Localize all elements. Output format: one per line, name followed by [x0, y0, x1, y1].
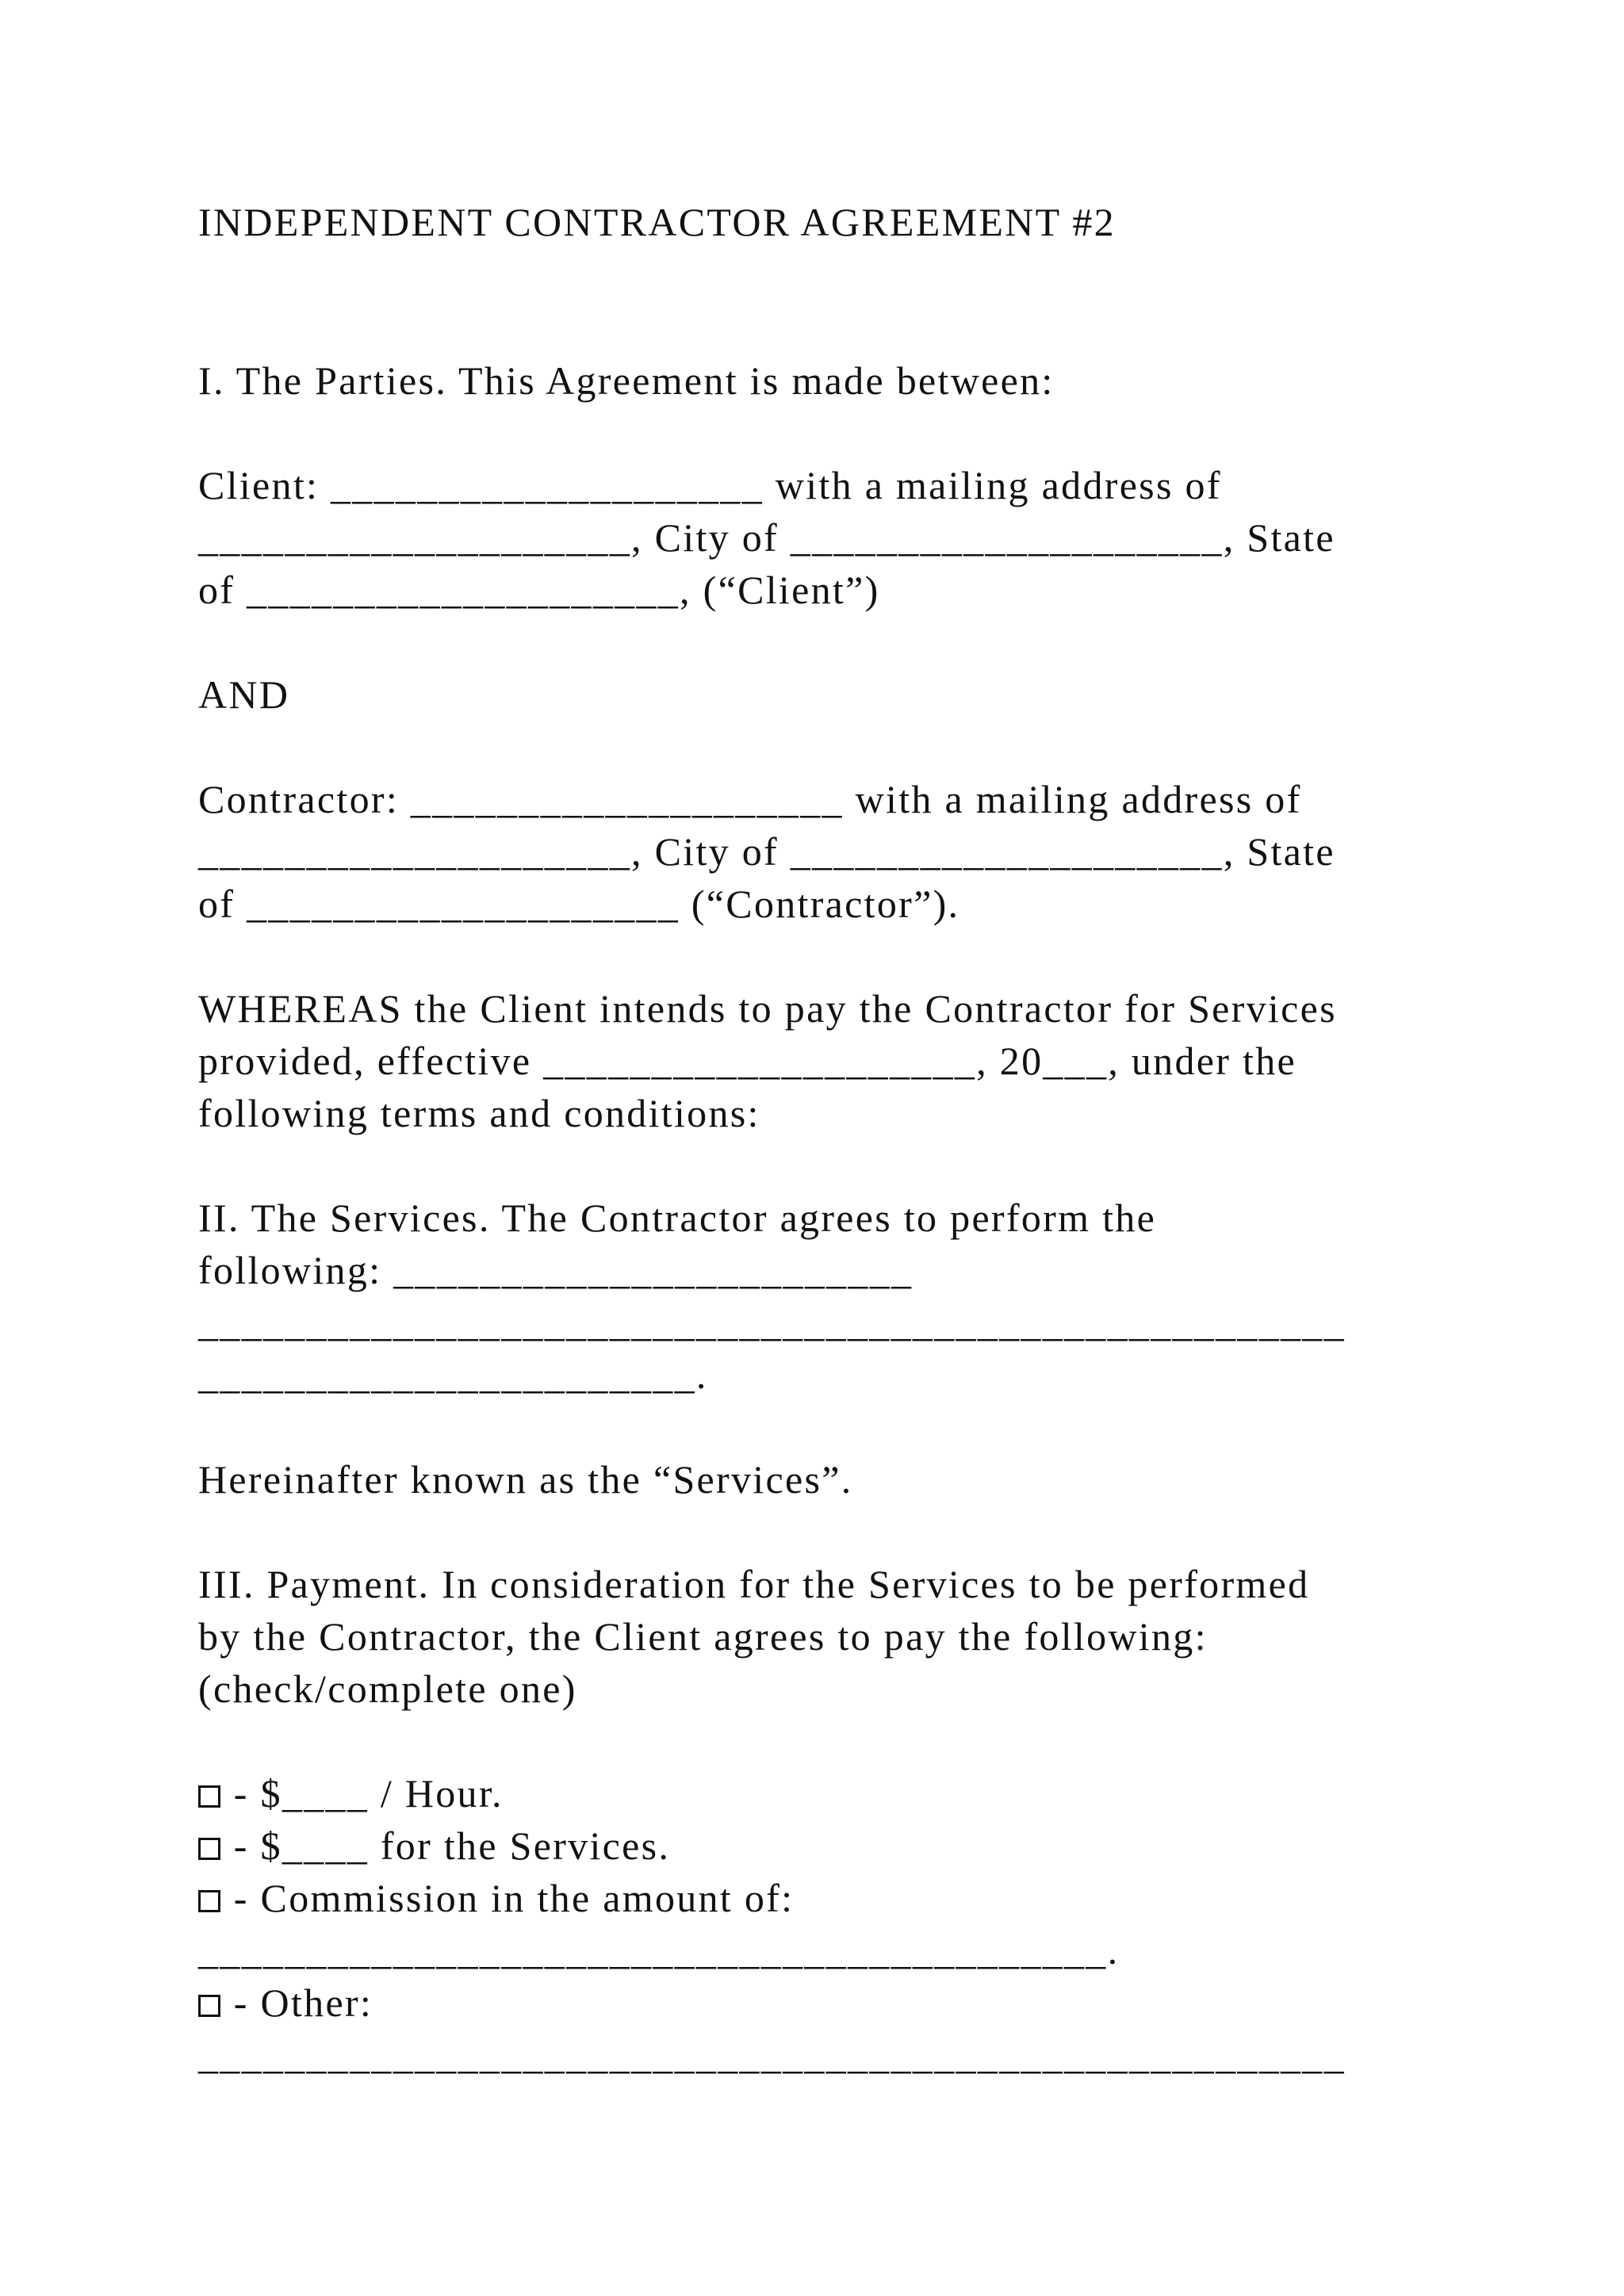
client-line-2: ____________________, City of ____________________, State	[198, 515, 1335, 560]
services-line-3: _____________________________________________________	[198, 1300, 1346, 1345]
whereas-line-2: provided, effective ____________________, 20___, under the	[198, 1039, 1297, 1083]
whereas-line-3: following terms and conditions:	[198, 1091, 760, 1135]
contractor-line-1: Contractor: ____________________ with a mailing address of	[198, 777, 1302, 821]
contractor-line-2: ____________________, City of ____________________, State	[198, 829, 1335, 874]
option-commission-checkbox[interactable]	[198, 1890, 220, 1912]
parties-heading: I. The Parties. This Agreement is made between:	[198, 358, 1055, 403]
payment-line-1: III. Payment. In consideration for the Services to be performed	[198, 1562, 1310, 1606]
services-line-2: following: ________________________	[198, 1248, 914, 1292]
option-commission	[198, 1872, 794, 1924]
client-line-3: of ____________________, (“Client”)	[198, 568, 880, 612]
option-commission-label: - Commission in the amount of:	[222, 1876, 795, 1920]
and-label: AND	[198, 672, 290, 717]
option-other-checkbox[interactable]	[198, 1995, 220, 2017]
payment-line-2: by the Contractor, the Client agrees to pay the following:	[198, 1614, 1208, 1659]
whereas-line-1: WHEREAS the Client intends to pay the Contractor for Services	[198, 986, 1337, 1031]
other-blank-line: _____________________________________________________	[198, 2033, 1346, 2077]
option-services	[198, 1820, 670, 1872]
contractor-line-3: of ____________________ (“Contractor”).	[198, 882, 960, 926]
payment-line-3: (check/complete one)	[198, 1667, 577, 1711]
hereinafter-text: Hereinafter known as the “Services”.	[198, 1457, 853, 1502]
option-services-checkbox[interactable]	[198, 1838, 220, 1860]
commission-blank-line: __________________________________________.	[198, 1928, 1120, 1973]
client-line-1: Client: ____________________ with a mailing address of	[198, 463, 1222, 507]
option-services-label: - $____ for the Services.	[222, 1823, 671, 1868]
services-line-1: II. The Services. The Contractor agrees to perform the	[198, 1196, 1157, 1240]
option-other	[198, 1976, 373, 2029]
option-hour-checkbox[interactable]	[198, 1785, 220, 1808]
option-other-label: - Other:	[222, 1980, 373, 2025]
option-hour-label: - $____ / Hour.	[222, 1771, 504, 1816]
document-title: INDEPENDENT CONTRACTOR AGREEMENT #2	[198, 200, 1116, 244]
services-line-4: _______________________.	[198, 1353, 708, 1397]
option-hour	[198, 1767, 504, 1820]
